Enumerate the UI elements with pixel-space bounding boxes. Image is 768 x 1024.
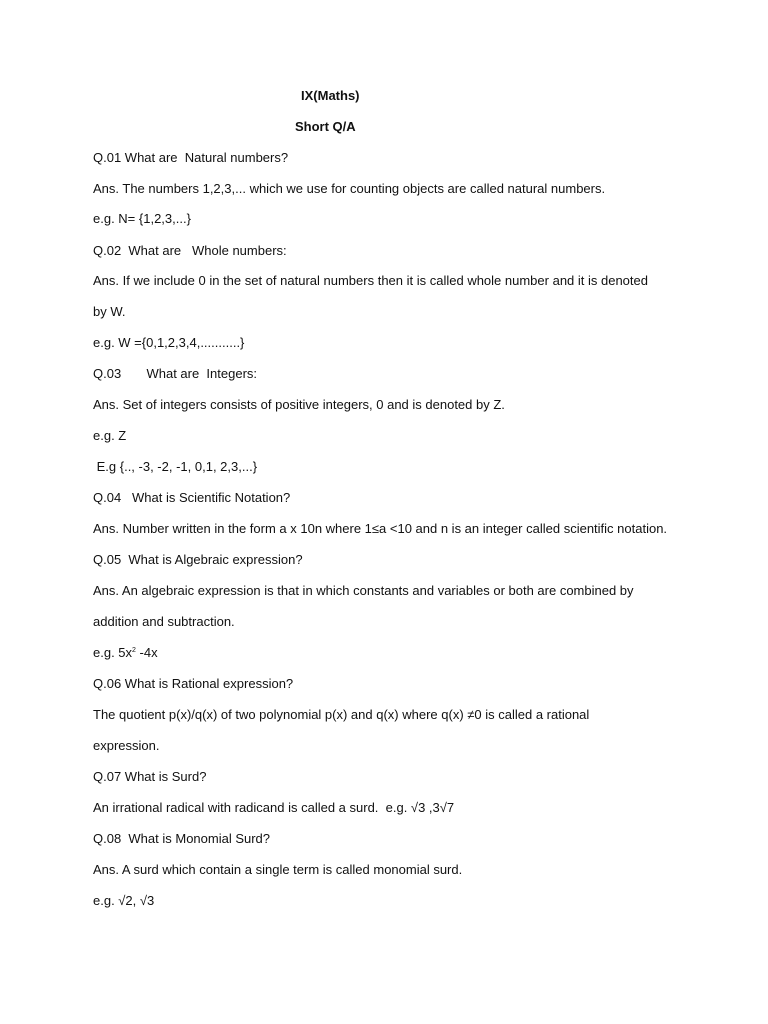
answer-08: Ans. A surd which contain a single term is called monomial surd. (93, 862, 463, 877)
example-08: e.g. √2, √3 (93, 893, 155, 908)
question-08: Q.08 What is Monomial Surd? (93, 831, 271, 846)
question-05: Q.05 What is Algebraic expression? (93, 552, 303, 567)
answer-04: Ans. Number written in the form a x 10n where 1≤a <10 and n is an integer called scientific notation. (93, 521, 668, 536)
question-06: Q.06 What is Rational expression? (93, 676, 294, 691)
answer-01: Ans. The numbers 1,2,3,... which we use for counting objects are called natural numbers. (93, 181, 606, 196)
example-01: e.g. N= {1,2,3,...} (93, 211, 191, 226)
example-05-base: e.g. 5x (93, 645, 133, 660)
document-subtitle: Short Q/A (295, 119, 356, 134)
question-04: Q.04 What is Scientific Notation? (93, 490, 291, 505)
example-05 (93, 645, 158, 661)
answer-05-line-2: addition and subtraction. (93, 614, 235, 629)
answer-06-line-2: expression. (93, 738, 160, 753)
example-02: e.g. W ={0,1,2,3,4,...........} (93, 335, 245, 350)
question-02: Q.02 What are Whole numbers: (93, 243, 287, 258)
question-03: Q.03 What are Integers: (93, 366, 258, 381)
answer-02-line-2: by W. (93, 304, 126, 319)
answer-05-line-1: Ans. An algebraic expression is that in which constants and variables or both are combined by (93, 583, 634, 598)
answer-07: An irrational radical with radicand is called a surd. e.g. √3 ,3√7 (93, 800, 455, 815)
example-03-line-2: E.g {.., -3, -2, -1, 0,1, 2,3,...} (93, 459, 258, 474)
example-05-rest: -4x (135, 645, 158, 660)
question-01: Q.01 What are Natural numbers? (93, 150, 289, 165)
answer-06-line-1: The quotient p(x)/q(x) of two polynomial p(x) and q(x) where q(x) ≠0 is called a rational (93, 707, 590, 722)
example-03-line-1: e.g. Z (93, 428, 127, 443)
answer-03: Ans. Set of integers consists of positive integers, 0 and is denoted by Z. (93, 397, 505, 412)
answer-02-line-1: Ans. If we include 0 in the set of natural numbers then it is called whole number and it is denoted (93, 273, 648, 288)
question-07: Q.07 What is Surd? (93, 769, 207, 784)
document-title: IX(Maths) (301, 88, 360, 103)
example-05-exponent: 2 (132, 647, 136, 654)
